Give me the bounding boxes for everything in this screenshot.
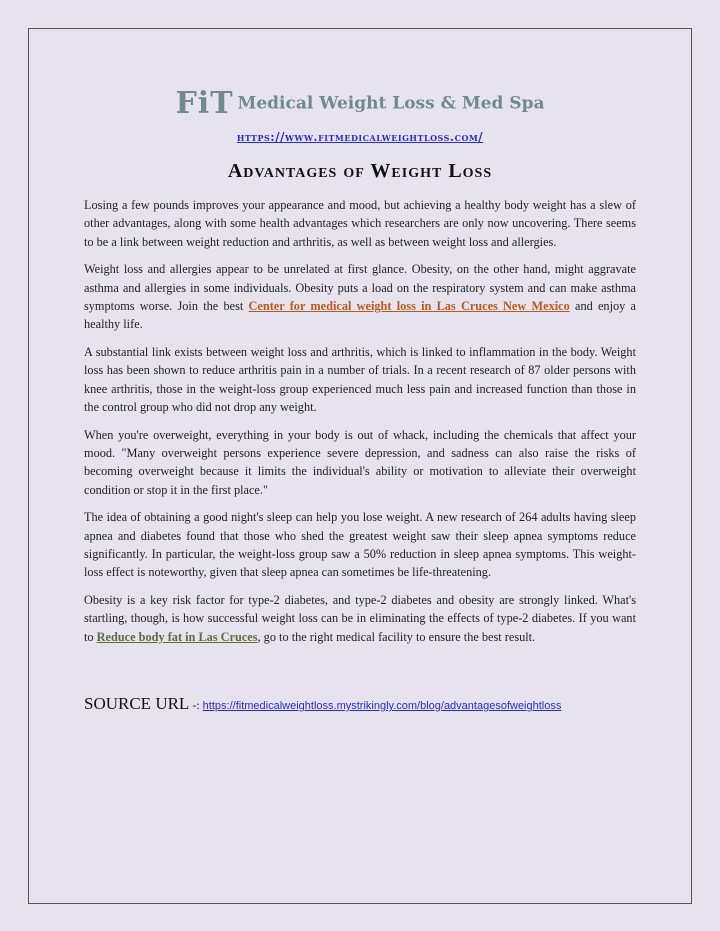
logo — [0, 86, 720, 121]
center-weight-loss-link[interactable]: Center for medical weight loss in Las Cruces New Mexico — [248, 298, 570, 313]
source-separator: -: — [189, 698, 203, 712]
text: Obesity is a key risk factor for type-2 diabetes, and type-2 diabetes and obesity are strongly linked. What's startling, though, is how successful weight loss can be in eliminating the effects of type-2 diabetes. If you want to — [84, 593, 636, 644]
text: Weight loss and allergies appear to be unrelated at first glance. Obesity, on the other hand, might aggravate asthma and allergies in some individuals. Obesity puts a load on the respiratory system and can make asthma symptoms worse. Join the best — [84, 262, 636, 313]
paragraph: When you're overweight, everything in your body is out of whack, including the chemicals that affect your mood. "Many overweight persons experience severe depression, and sadness can also raise the risks of becoming overweight because it limits the individual's ability or motivation to alleviate their overweight condition or stop it in the first place." — [84, 427, 636, 497]
logo-name: Medical Weight Loss & Med Spa — [237, 93, 545, 114]
paragraph: Losing a few pounds improves your appearance and mood, but achieving a healthy body weight has a slew of other advantages, along with some health advantages which researchers are only now uncovering. There seems to be a link between weight reduction and arthritis, as well as between weight loss and allergies. — [84, 198, 636, 249]
page-title: Advantages of Weight Loss — [227, 160, 493, 182]
paragraph: The idea of obtaining a good night's sleep can help you lose weight. A new research of 264 adults having sleep apnea and diabetes found that those who shed the greatest weight saw their sleep apnea symptoms reduce significantly. In particular, the weight-loss group saw a 50% reduction in sleep apnea symptoms. This weight-loss effect is noteworthy, given that sleep apnea can sometimes be life-threatening. — [84, 510, 636, 580]
reduce-body-fat-link[interactable]: Reduce body fat in Las Cruces — [96, 629, 258, 644]
article-body — [84, 196, 636, 656]
text: and enjoy a healthy life. — [84, 298, 636, 332]
paragraph — [84, 260, 636, 333]
site-link[interactable]: https://www.fitmedicalweightloss.com/ — [236, 130, 484, 144]
paragraph — [84, 591, 636, 646]
source-url-link[interactable]: https://fitmedicalweightloss.mystrikingly.com/blog/advantagesofweightloss — [202, 700, 562, 712]
logo-mark: FiT — [175, 86, 234, 121]
source-label: SOURCE URL — [84, 694, 190, 713]
source-line — [84, 694, 561, 714]
text: , go to the right medical facility to ensure the best result. — [257, 629, 536, 644]
paragraph: A substantial link exists between weight loss and arthritis, which is linked to inflammation in the body. Weight loss has been shown to reduce arthritis pain in a number of trials. In a recent research of 87 older persons with knee arthritis, those in the weight-loss group experienced much less pain and increased function than those in the control group who did not drop any weight. — [84, 345, 636, 414]
